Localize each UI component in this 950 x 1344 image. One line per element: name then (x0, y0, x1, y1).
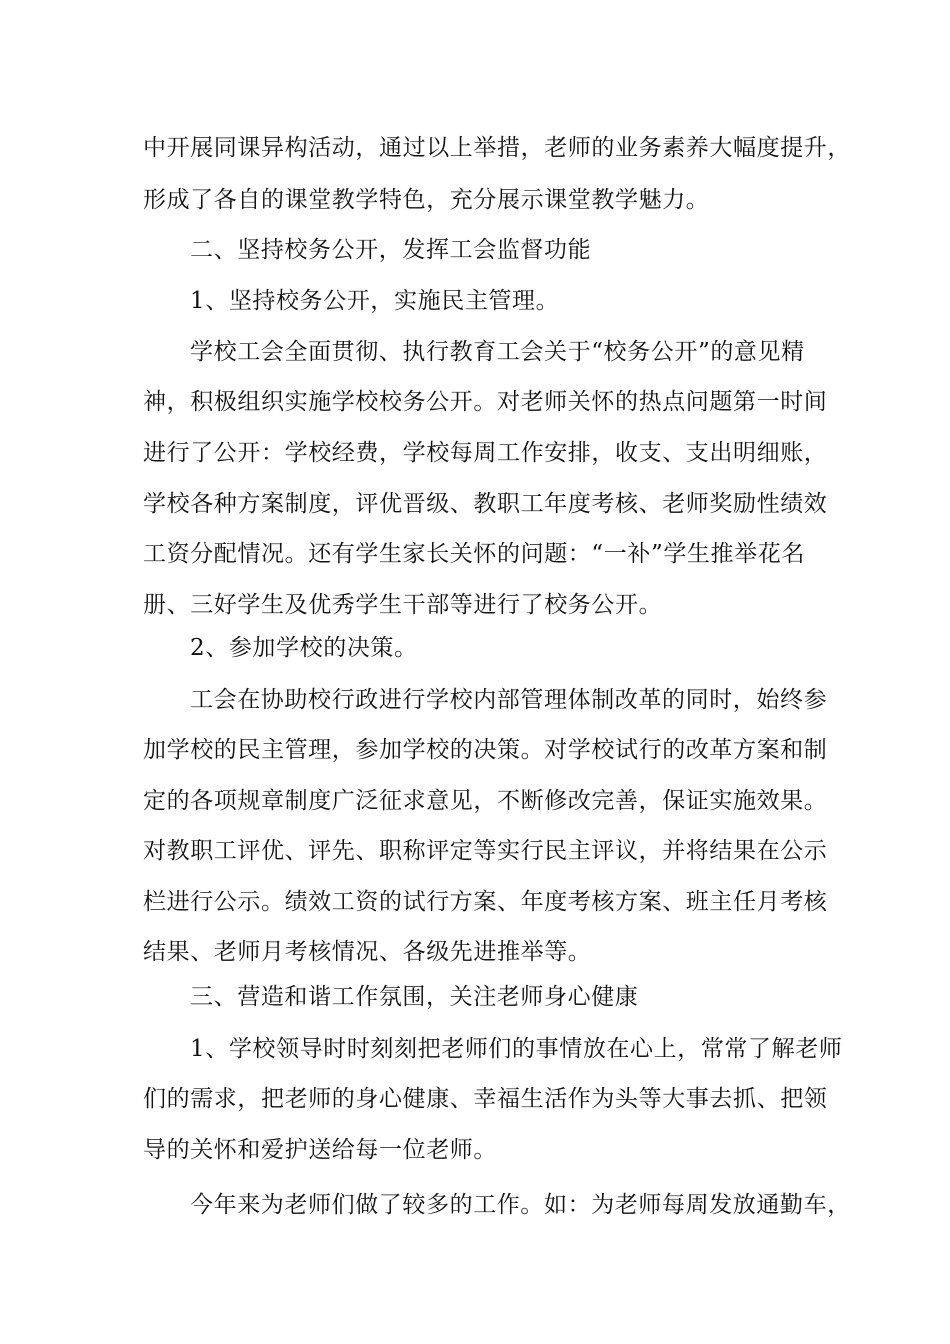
body-text-line: 们的需求，把老师的身心健康、幸福生活作为头等大事去抓、把领 (143, 1086, 828, 1112)
body-text-line: 导的关怀和爱护送给每一位老师。 (143, 1137, 497, 1163)
body-text-line: 加学校的民主管理，参加学校的决策。对学校试行的改革方案和制 (143, 737, 828, 763)
subsection-heading: 2、参加学校的决策。 (190, 635, 418, 661)
body-text-line: 结果、老师月考核情况、各级先进推举等。 (143, 939, 592, 965)
body-text-line: 形成了各自的课堂教学特色，充分展示课堂教学魅力。 (143, 187, 710, 213)
body-text-line: 今年来为老师们做了较多的工作。如：为老师每周发放通勤车， (190, 1192, 851, 1218)
body-text-line: 学校各种方案制度，评优晋级、教职工年度考核、老师奖励性绩效 (143, 491, 828, 517)
body-text-line: 册、三好学生及优秀学生干部等进行了校务公开。 (143, 592, 663, 618)
body-text-line: 定的各项规章制度广泛征求意见，不断修改完善，保证实施效果。 (143, 788, 828, 814)
body-text-line: 1、学校领导时时刻刻把老师们的事情放在心上，常常了解老师 (190, 1036, 843, 1062)
body-text-line: 学校工会全面贯彻、执行教育工会关于“校务公开”的意见精 (190, 339, 805, 365)
subsection-heading: 1、坚持校务公开，实施民主管理。 (190, 288, 560, 314)
body-text-line: 工会在协助校行政进行学校内部管理体制改革的同时，始终参 (190, 687, 828, 713)
section-heading: 三、营造和谐工作氛围，关注老师身心健康 (190, 984, 639, 1010)
section-heading: 二、坚持校务公开，发挥工会监督功能 (190, 237, 592, 263)
body-text-line: 神，积极组织实施学校校务公开。对老师关怀的热点问题第一时间 (143, 389, 828, 415)
body-text-line: 中开展同课异构活动，通过以上举措，老师的业务素养大幅度提升， (143, 135, 851, 161)
body-text-line: 工资分配情况。还有学生家长关怀的问题：“一补”学生推举花名 (143, 541, 805, 567)
body-text-line: 对教职工评优、评先、职称评定等实行民主评议，并将结果在公示 (143, 838, 828, 864)
body-text-line: 栏进行公示。绩效工资的试行方案、年度考核方案、班主任月考核 (143, 889, 828, 915)
body-text-line: 进行了公开：学校经费，学校每周工作安排，收支、支出明细账， (143, 440, 828, 466)
